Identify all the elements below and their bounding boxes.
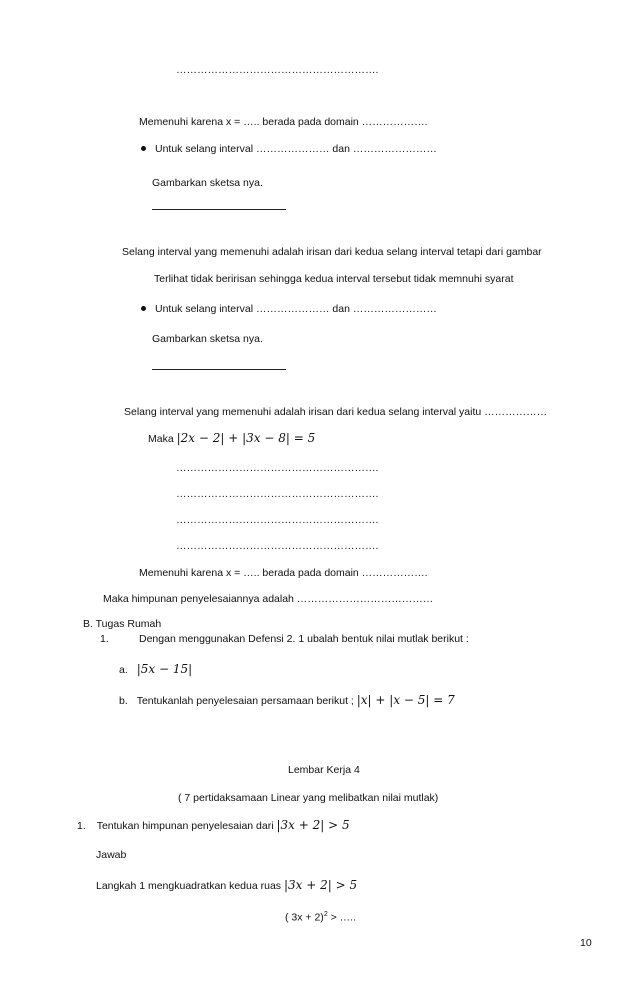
irisan-line-2: Terlihat tidak beririsan sehingga kedua interval tersebut tidak memnuhi syarat xyxy=(154,273,514,285)
answer-label: Jawab xyxy=(96,849,127,861)
dotted-line: …………………………………………………. xyxy=(176,540,379,552)
item-number: 1. xyxy=(100,633,109,645)
item-text: Dengan menggunakan Defensi 2. 1 ubalah bentuk nilai mutlak berikut : xyxy=(139,633,469,645)
step-line xyxy=(96,878,357,892)
irisan-line-1: Selang interval yang memenuhi adalah irisan dari kedua selang interval tetapi dari gambar xyxy=(122,246,542,258)
section-heading: B. Tugas Rumah xyxy=(83,618,162,630)
expression: |x| + |x − 5| = 7 xyxy=(356,693,455,707)
bullet-item xyxy=(141,303,437,315)
step-text: Langkah 1 mengkuadratkan kedua ruas xyxy=(96,880,284,892)
square-exponent: 2 xyxy=(323,911,328,918)
bullet-icon xyxy=(141,146,146,151)
sub-text: Tentukanlah penyelesaian persamaan berikut ; xyxy=(136,695,357,707)
sub-item-a xyxy=(119,662,192,676)
sketch-instruction: Gambarkan sketsa nya. xyxy=(152,333,263,345)
memenuhi-line: Memenuhi karena x = ….. berada pada domain ………………. xyxy=(139,567,428,579)
bullet-text: Untuk selang interval ………………… dan …………………… xyxy=(155,303,437,315)
square-expression xyxy=(285,911,356,924)
irisan-line-3: Selang interval yang memenuhi adalah irisan dari kedua selang interval yaitu ……………… xyxy=(124,406,548,418)
expression: |3x + 2| > 5 xyxy=(276,818,350,832)
maka-label: Maka xyxy=(148,433,177,445)
bullet-icon xyxy=(141,306,146,311)
bullet-item xyxy=(141,143,437,155)
worksheet-title: Lembar Kerja 4 xyxy=(288,764,360,776)
himpunan-line: Maka himpunan penyelesaiannya adalah ………………………………… xyxy=(103,593,434,605)
sketch-underline xyxy=(152,369,286,370)
dotted-line: …………………………………………………. xyxy=(176,462,379,474)
bullet-text: Untuk selang interval ………………… dan …………………… xyxy=(155,143,437,155)
sketch-underline xyxy=(152,209,286,210)
list-item xyxy=(100,633,469,645)
expression: |3x + 2| > 5 xyxy=(283,878,358,892)
question xyxy=(77,818,350,832)
expression: |5x − 15| xyxy=(136,662,193,676)
equation: |2x − 2| + |3x − 8| = 5 xyxy=(176,431,316,445)
page-number: 10 xyxy=(580,937,592,949)
sub-item-b xyxy=(119,693,455,707)
equation-line xyxy=(148,431,315,445)
dotted-line: …………………………………………………. xyxy=(176,514,379,526)
question-number: 1. xyxy=(77,820,86,832)
square-rest: > ….. xyxy=(327,911,357,924)
sketch-instruction: Gambarkan sketsa nya. xyxy=(152,177,263,189)
sub-label: a. xyxy=(119,664,128,676)
question-text: Tentukan himpunan penyelesaian dari xyxy=(96,820,277,832)
dotted-line: …………………………………………………. xyxy=(176,488,379,500)
square-base: ( 3x + 2) xyxy=(285,911,324,924)
worksheet-subtitle: ( 7 pertidaksamaan Linear yang melibatkan nilai mutlak) xyxy=(178,792,439,804)
sub-label: b. xyxy=(119,695,128,707)
dotted-line: …………………………………………………. xyxy=(176,64,379,76)
memenuhi-line: Memenuhi karena x = ….. berada pada domain ………………. xyxy=(139,116,428,128)
